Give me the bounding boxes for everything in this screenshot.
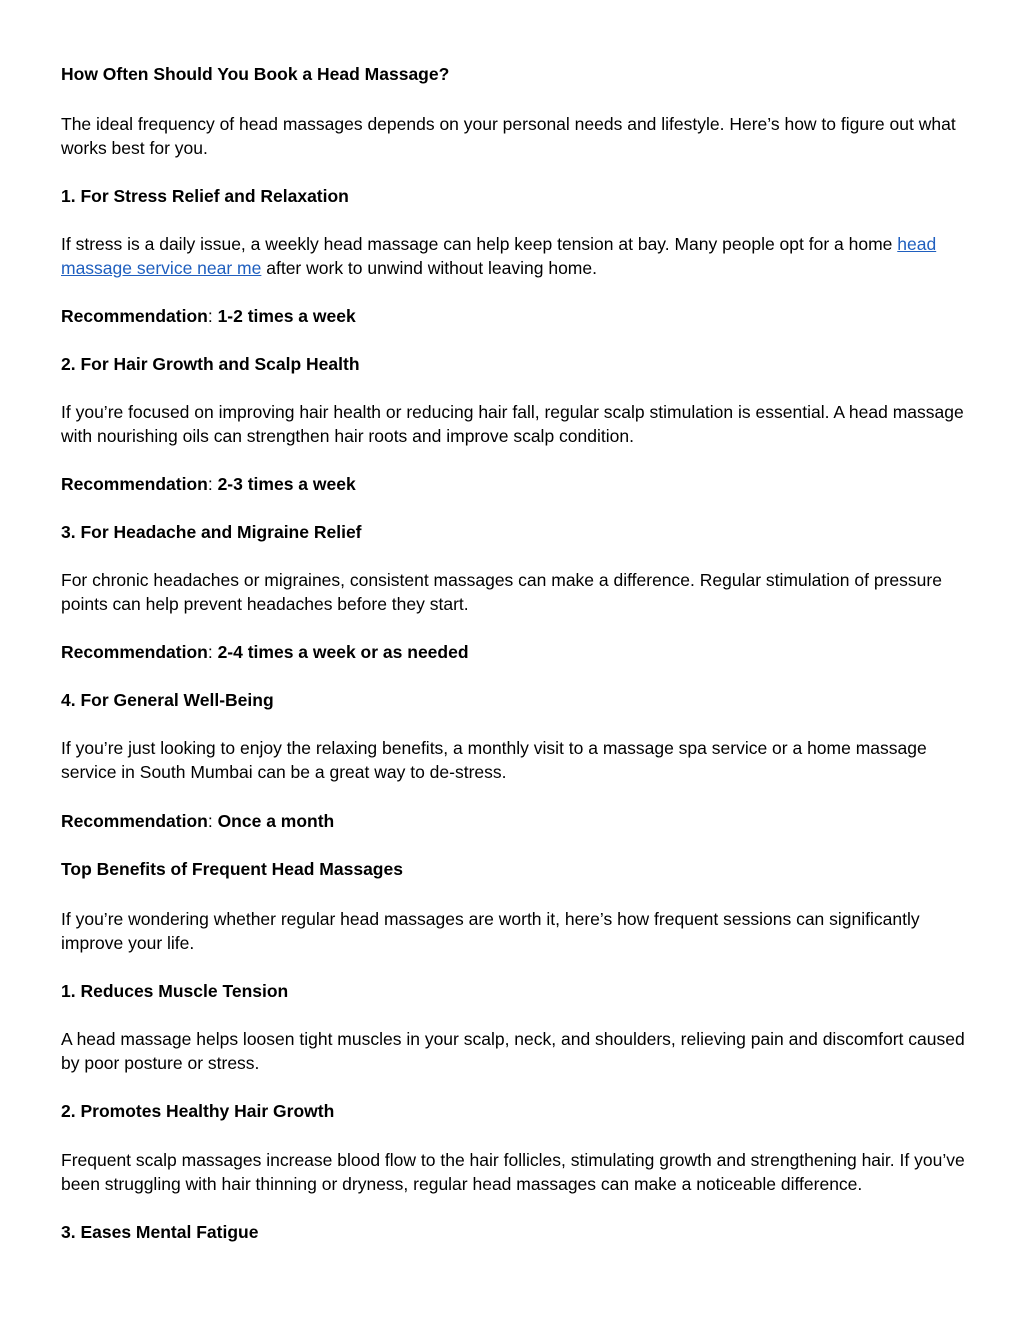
benefit-3-heading: 3. Eases Mental Fatigue <box>61 1222 259 1242</box>
section-4-recommendation <box>61 809 966 833</box>
section-2-heading: 2. For Hair Growth and Scalp Health <box>61 354 360 374</box>
section-3-heading: 3. For Headache and Migraine Relief <box>61 522 362 542</box>
recommendation-separator: : <box>207 642 218 662</box>
section-1-heading: 1. For Stress Relief and Relaxation <box>61 186 349 206</box>
intro-paragraph: The ideal frequency of head massages depends on your personal needs and lifestyle. Here’s how to figure out what works best for you. <box>61 114 956 158</box>
recommendation-value: 2-3 times a week <box>217 474 356 494</box>
section-1-text-before-link: If stress is a daily issue, a weekly head massage can help keep tension at bay. Many people opt for a home <box>61 234 898 254</box>
section-4-heading: 4. For General Well-Being <box>61 690 274 710</box>
section-2-paragraph: If you’re focused on improving hair health or reducing hair fall, regular scalp stimulation is essential. A head massage with nourishing oils can strengthen hair roots and improve scalp condition. <box>61 402 964 446</box>
recommendation-value: 1-2 times a week <box>217 306 356 326</box>
recommendation-separator: : <box>207 811 218 831</box>
recommendation-label: Recommendation <box>61 642 208 662</box>
benefit-2-heading: 2. Promotes Healthy Hair Growth <box>61 1101 335 1121</box>
section-3-paragraph: For chronic headaches or migraines, consistent massages can make a difference. Regular stimulation of pressure points can help prevent headaches before they start. <box>61 570 942 614</box>
section-1-text-after-link: after work to unwind without leaving home. <box>261 258 597 278</box>
recommendation-separator: : <box>207 306 218 326</box>
recommendation-label: Recommendation <box>61 811 208 831</box>
section-4-paragraph: If you’re just looking to enjoy the relaxing benefits, a monthly visit to a massage spa service or a home massage service in South Mumbai can be a great way to de-stress. <box>61 738 927 782</box>
recommendation-value: Once a month <box>217 811 335 831</box>
recommendation-label: Recommendation <box>61 474 208 494</box>
benefit-1-heading: 1. Reduces Muscle Tension <box>61 981 289 1001</box>
benefit-2-paragraph: Frequent scalp massages increase blood flow to the hair follicles, stimulating growth and strengthening hair. If you’ve been struggling with hair thinning or dryness, regular head massages can make a noticeable difference. <box>61 1150 965 1194</box>
section-2-recommendation <box>61 472 966 496</box>
section-1-paragraph <box>61 232 966 280</box>
benefit-1-paragraph: A head massage helps loosen tight muscles in your scalp, neck, and shoulders, relieving pain and discomfort caused by poor posture or stress. <box>61 1029 965 1073</box>
recommendation-label: Recommendation <box>61 306 208 326</box>
benefits-heading: Top Benefits of Frequent Head Massages <box>61 859 403 879</box>
section-3-recommendation <box>61 640 966 664</box>
recommendation-value: 2-4 times a week or as needed <box>217 642 469 662</box>
benefits-intro-paragraph: If you’re wondering whether regular head massages are worth it, here’s how frequent sessions can significantly improve your life. <box>61 909 920 953</box>
section-1-recommendation <box>61 304 966 328</box>
recommendation-separator: : <box>207 474 218 494</box>
document-title: How Often Should You Book a Head Massage? <box>61 64 450 84</box>
head-massage-service-link[interactable]: head massage service near me <box>61 234 937 278</box>
